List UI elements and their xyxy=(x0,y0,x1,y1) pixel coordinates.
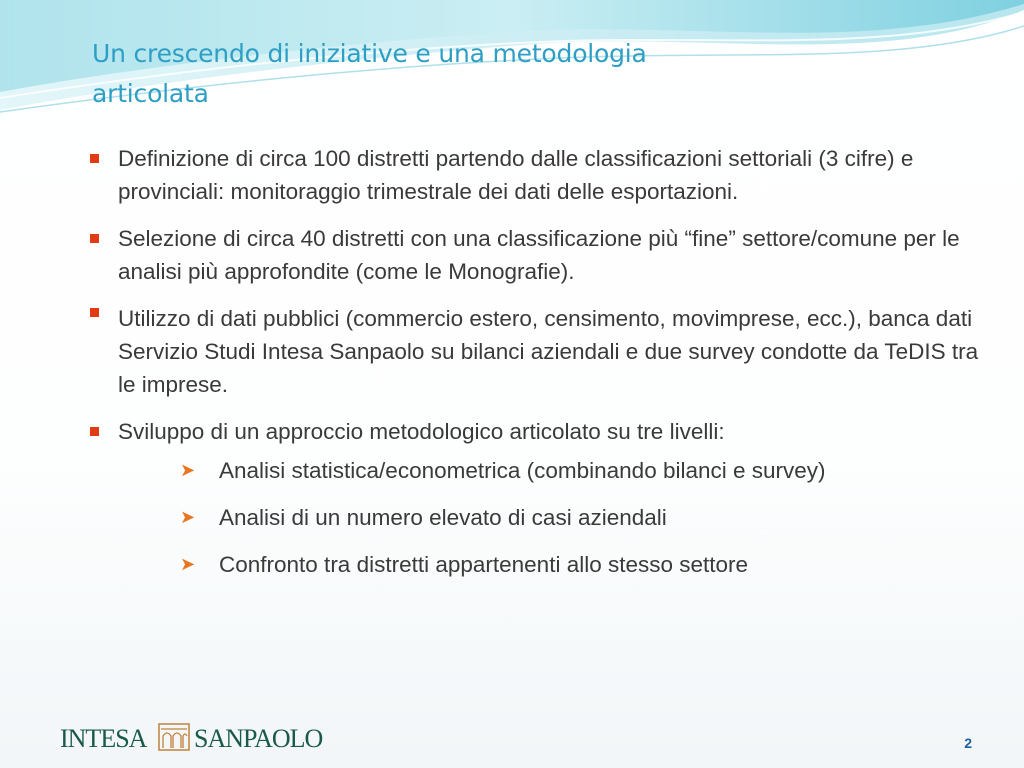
intesa-sanpaolo-logo xyxy=(60,722,335,752)
square-bullet-icon xyxy=(90,308,99,317)
bullet-item xyxy=(86,142,996,208)
square-bullet-icon xyxy=(90,234,99,243)
square-bullet-icon xyxy=(90,427,99,436)
chevron-right-icon: ➤ xyxy=(180,460,196,480)
bullet-item xyxy=(86,415,996,448)
sub-bullet-text: Analisi statistica/econometrica (combinando bilanci e survey) xyxy=(219,458,826,483)
bullet-text: Selezione di circa 40 distretti con una classificazione più “fine” settore/comune per le analisi più approfondite (come le Monografie). xyxy=(118,226,960,284)
chevron-right-icon: ➤ xyxy=(180,554,196,574)
logo-emblem-icon xyxy=(159,724,189,750)
bullet-text: Sviluppo di un approccio metodologico articolato su tre livelli: xyxy=(118,419,725,444)
sub-bullet-item xyxy=(86,501,996,534)
slide-title xyxy=(92,34,812,114)
bullet-text: Definizione di circa 100 distretti partendo dalle classificazioni settoriali (3 cifre) e provinciali: monitoraggio trimestrale dei dati delle esportazioni. xyxy=(118,146,914,204)
slide-title-line2: articolata xyxy=(92,79,209,108)
logo-text-left: INTESA xyxy=(60,724,147,752)
square-bullet-icon xyxy=(90,154,99,163)
sub-bullet-text: Analisi di un numero elevato di casi aziendali xyxy=(219,505,667,530)
slide-title-line1: Un crescendo di iniziative e una metodologia xyxy=(92,39,647,68)
bullet-text: Utilizzo di dati pubblici (commercio estero, censimento, movimprese, ecc.), banca dati Servizio Studi Intesa Sanpaolo su bilanci aziendali e due survey condotte da TeDIS tra le imprese. xyxy=(118,306,979,397)
slide-body xyxy=(86,142,996,581)
sub-bullet-item xyxy=(86,454,996,487)
bullet-item xyxy=(86,302,996,401)
logo-text-right: SANPAOLO xyxy=(194,724,323,752)
chevron-right-icon: ➤ xyxy=(180,507,196,527)
bullet-item xyxy=(86,222,996,288)
page-number: 2 xyxy=(964,735,972,751)
sub-bullet-text: Confronto tra distretti appartenenti allo stesso settore xyxy=(219,552,749,577)
sub-bullet-item xyxy=(86,548,996,581)
